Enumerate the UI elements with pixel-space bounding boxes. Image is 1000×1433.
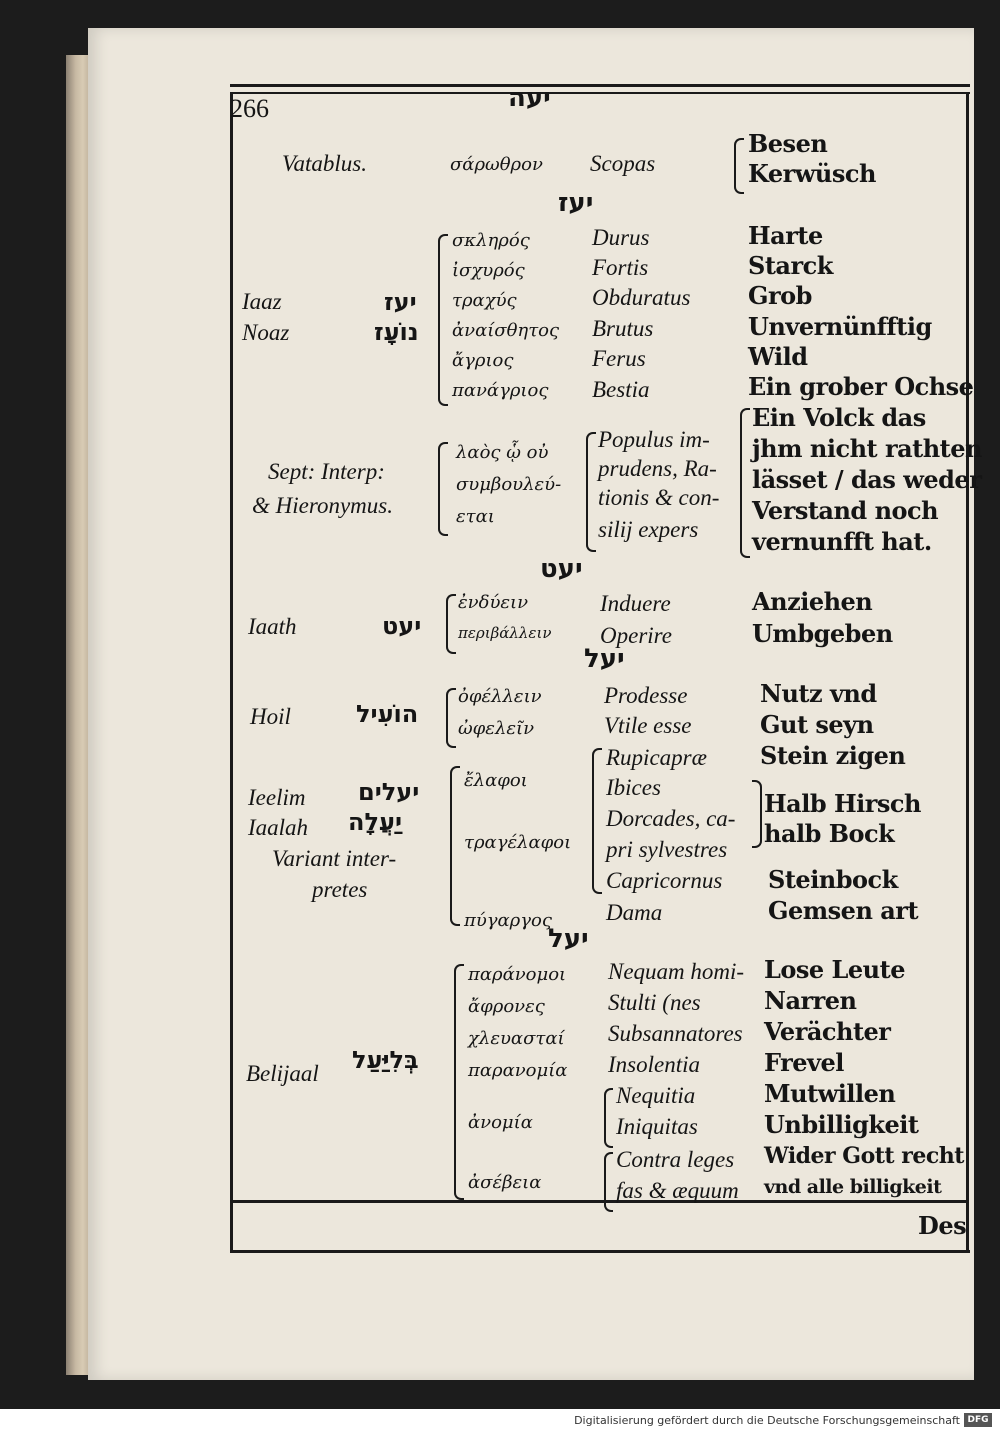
- belial-hebrew: בְּלִיַּעַל: [352, 1046, 419, 1074]
- ieelim-greek-2: τραγέλαφοι: [464, 832, 572, 853]
- belial-greek-2: ἄφρονες: [468, 996, 545, 1017]
- yaat-greek-1: ἐνδύειν: [458, 592, 529, 613]
- yaaz-latin-3: Obduratus: [592, 285, 691, 310]
- sept-greek-3: εται: [456, 506, 495, 527]
- belial-latin-brace-2: [604, 1152, 613, 1212]
- ieelim-name-4: pretes: [312, 877, 368, 902]
- ieelim-latin-2: Ibices: [606, 775, 661, 800]
- ieelim-name-1: Ieelim: [248, 785, 306, 810]
- yaaz-name-1: Iaaz: [242, 289, 282, 314]
- book-page: [88, 28, 982, 1380]
- ieelim-latin-5: Capricornus: [606, 868, 723, 893]
- ieelim-german-3: halb Bock: [764, 819, 895, 848]
- yaaz-heading: יעז: [558, 188, 594, 218]
- yaaz-greek-2: ἰσχυρός: [452, 260, 525, 281]
- sept-german-brace: [740, 408, 750, 558]
- belial-latin-5: Nequitia: [616, 1083, 696, 1108]
- belial-greek-4: παρανομία: [468, 1060, 568, 1081]
- vatablus-german-1: Besen: [748, 129, 828, 158]
- yaaz-german-4: Unvernünfftig: [748, 312, 932, 341]
- yaat-latin-1: Induere: [600, 591, 671, 616]
- yaat-latin-2: Operire: [600, 623, 672, 648]
- yaal-hebrew: הוֹעִיל: [356, 700, 419, 728]
- vatablus-latin: Scopas: [590, 151, 656, 176]
- yaat-german-1: Anziehen: [752, 587, 873, 616]
- yaal-german-1: Nutz vnd: [760, 679, 877, 708]
- header-rule: [230, 84, 970, 87]
- vatablus-greek: σάρωθρον: [450, 154, 543, 175]
- yaaz-german-1: Harte: [748, 221, 823, 250]
- sept-name-2: & Hieronymus.: [252, 493, 393, 518]
- ieelim-german-4: Steinbock: [768, 865, 898, 894]
- belial-latin-7: Contra leges: [616, 1147, 735, 1172]
- yaaz-greek-5: ἄγριος: [452, 350, 514, 371]
- yaaz-german-5: Wild: [748, 342, 808, 371]
- sept-german-2: jhm nicht rathten: [752, 434, 982, 463]
- ieelim-latin-6: Dama: [606, 900, 663, 925]
- yaal-name: Hoil: [250, 704, 291, 729]
- ieelim-name-2: Iaalah: [248, 815, 309, 840]
- yaal-german-2: Gut seyn: [760, 710, 874, 739]
- sept-name-1: Sept: Interp:: [268, 459, 385, 484]
- sept-greek-2: συμβουλεύ-: [456, 474, 562, 495]
- digitization-footer: [0, 1409, 1000, 1433]
- sept-greek-1: λαὸς ᾧ οὐ: [456, 442, 549, 463]
- ieelim-greek-1: ἔλαφοι: [464, 770, 528, 791]
- belial-latin-6: Iniquitas: [616, 1114, 698, 1139]
- catchword: Des: [918, 1211, 967, 1240]
- sept-latin-1: Populus im-: [598, 427, 710, 452]
- ieelim-greek-brace: [450, 766, 460, 926]
- bottom-rule-2: [230, 1250, 970, 1253]
- yaaz-greek-3: τραχύς: [452, 290, 517, 311]
- ieelim-german-5: Gemsen art: [768, 896, 919, 925]
- yaaz-latin-6: Bestia: [592, 377, 650, 402]
- belial-greek-3: χλευασταί: [468, 1028, 565, 1049]
- yaat-heading: יעט: [540, 554, 583, 584]
- yaaz-german-2: Starck: [748, 251, 833, 280]
- belial-german-5: Mutwillen: [764, 1079, 896, 1108]
- ieelim-latin-4: pri sylvestres: [606, 837, 728, 862]
- yaaz-latin-4: Brutus: [592, 316, 654, 341]
- ieelim-hebrew-1: יעלים: [358, 778, 420, 806]
- belial-latin-3: Subsannatores: [608, 1021, 743, 1046]
- ieelim-name-3: Variant inter-: [272, 846, 397, 871]
- belial-greek-brace: [454, 964, 464, 1200]
- vatablus-brace: [734, 138, 744, 194]
- belial-name: Belijaal: [246, 1061, 319, 1086]
- yaaz-hebrew-1: יעז: [384, 288, 417, 316]
- ieelim-german-2: Halb Hirsch: [764, 789, 921, 818]
- belial-latin-4: Insolentia: [608, 1052, 700, 1077]
- yaaz-greek-1: σκληρός: [452, 230, 530, 251]
- right-frame-rule: [966, 94, 969, 1252]
- belial-greek-6: ἀσέβεια: [468, 1172, 542, 1193]
- belial-german-7: Wider Gott recht: [764, 1143, 964, 1169]
- ieelim-hebrew-2: יַעֲלָה: [348, 808, 403, 836]
- belial-german-3: Verächter: [764, 1017, 891, 1046]
- belial-german-1: Lose Leute: [764, 955, 905, 984]
- yaaz-german-6: Ein grober Ochse: [748, 372, 974, 401]
- yaat-greek-2: περιβάλλειν: [458, 624, 552, 642]
- belial-greek-5: ἀνομία: [468, 1112, 533, 1133]
- page-number: 266: [230, 94, 269, 123]
- sept-greek-brace: [438, 442, 448, 536]
- sept-latin-3: tionis & con-: [598, 485, 720, 510]
- sept-german-5: vernunfft hat.: [752, 527, 932, 556]
- yaaz-name-2: Noaz: [242, 320, 290, 345]
- ieelim-latin-brace: [592, 748, 602, 894]
- yaal-latin-1: Prodesse: [604, 683, 688, 708]
- yaat-brace: [446, 594, 456, 654]
- belial-latin-1: Nequam homi-: [608, 959, 745, 984]
- yaat-name: Iaath: [248, 614, 297, 639]
- yaal-greek-1: ὀφέλλειν: [458, 686, 542, 707]
- yaaz-latin-2: Fortis: [592, 255, 649, 280]
- yaal-greek-2: ὠφελεῖν: [458, 718, 535, 739]
- belial-greek-1: παράνομοι: [468, 964, 567, 985]
- vatablus-name: Vatablus.: [282, 151, 367, 176]
- yaaz-hebrew-2: נוֹעָז: [374, 318, 419, 346]
- left-frame-rule: [230, 94, 233, 1252]
- footer-text: Digitalisierung gefördert durch die Deutsche Forschungsgemeinschaft: [574, 1414, 960, 1427]
- ieelim-german-brace: [752, 780, 762, 848]
- sept-latin-4: silij expers: [598, 517, 699, 542]
- sept-latin-2: prudens, Ra-: [598, 456, 717, 481]
- belial-latin-brace-1: [604, 1088, 613, 1148]
- sept-german-4: Verstand noch: [752, 496, 939, 525]
- belial-german-8: vnd alle billigkeit: [764, 1176, 942, 1198]
- yaaz-greek-4: ἀναίσθητος: [452, 320, 560, 341]
- belial-german-6: Unbilligkeit: [764, 1110, 919, 1139]
- yaal-latin-2: Vtile esse: [604, 713, 692, 738]
- ieelim-greek-3: πύγαργος: [464, 910, 552, 931]
- yaal-heading: יעל: [584, 644, 625, 674]
- yaat-hebrew: יעט: [382, 612, 422, 640]
- ieelim-latin-1: Rupicapræ: [606, 745, 707, 770]
- yaaz-latin-5: Ferus: [592, 346, 646, 371]
- belial-german-2: Narren: [764, 986, 857, 1015]
- sept-latin-brace: [586, 432, 596, 552]
- sept-german-1: Ein Volck das: [752, 403, 926, 432]
- sept-german-3: lässet / das weder: [752, 465, 982, 494]
- yaaz-german-3: Grob: [748, 281, 812, 310]
- belial-german-4: Frevel: [764, 1048, 844, 1077]
- yaat-german-2: Umbgeben: [752, 619, 893, 648]
- running-head: יעה: [508, 83, 551, 113]
- dfg-logo: DFG: [964, 1413, 992, 1427]
- yaaz-latin-1: Durus: [592, 225, 650, 250]
- belial-latin-8: fas & æquum: [616, 1178, 739, 1203]
- bottom-rule: [230, 1200, 969, 1203]
- yaal-brace: [446, 688, 456, 748]
- vatablus-german-2: Kerwüsch: [748, 159, 876, 188]
- yaaz-greek-brace: [438, 234, 448, 406]
- ieelim-german-1: Stein zigen: [760, 741, 906, 770]
- book-page-edges: [66, 55, 90, 1375]
- yaaz-greek-6: πανάγριος: [452, 380, 549, 401]
- belial-heading: יעל: [548, 924, 589, 954]
- ieelim-latin-3: Dorcades, ca-: [606, 806, 736, 831]
- belial-latin-2: Stulti (nes: [608, 990, 701, 1015]
- header-rule-2: [230, 92, 970, 94]
